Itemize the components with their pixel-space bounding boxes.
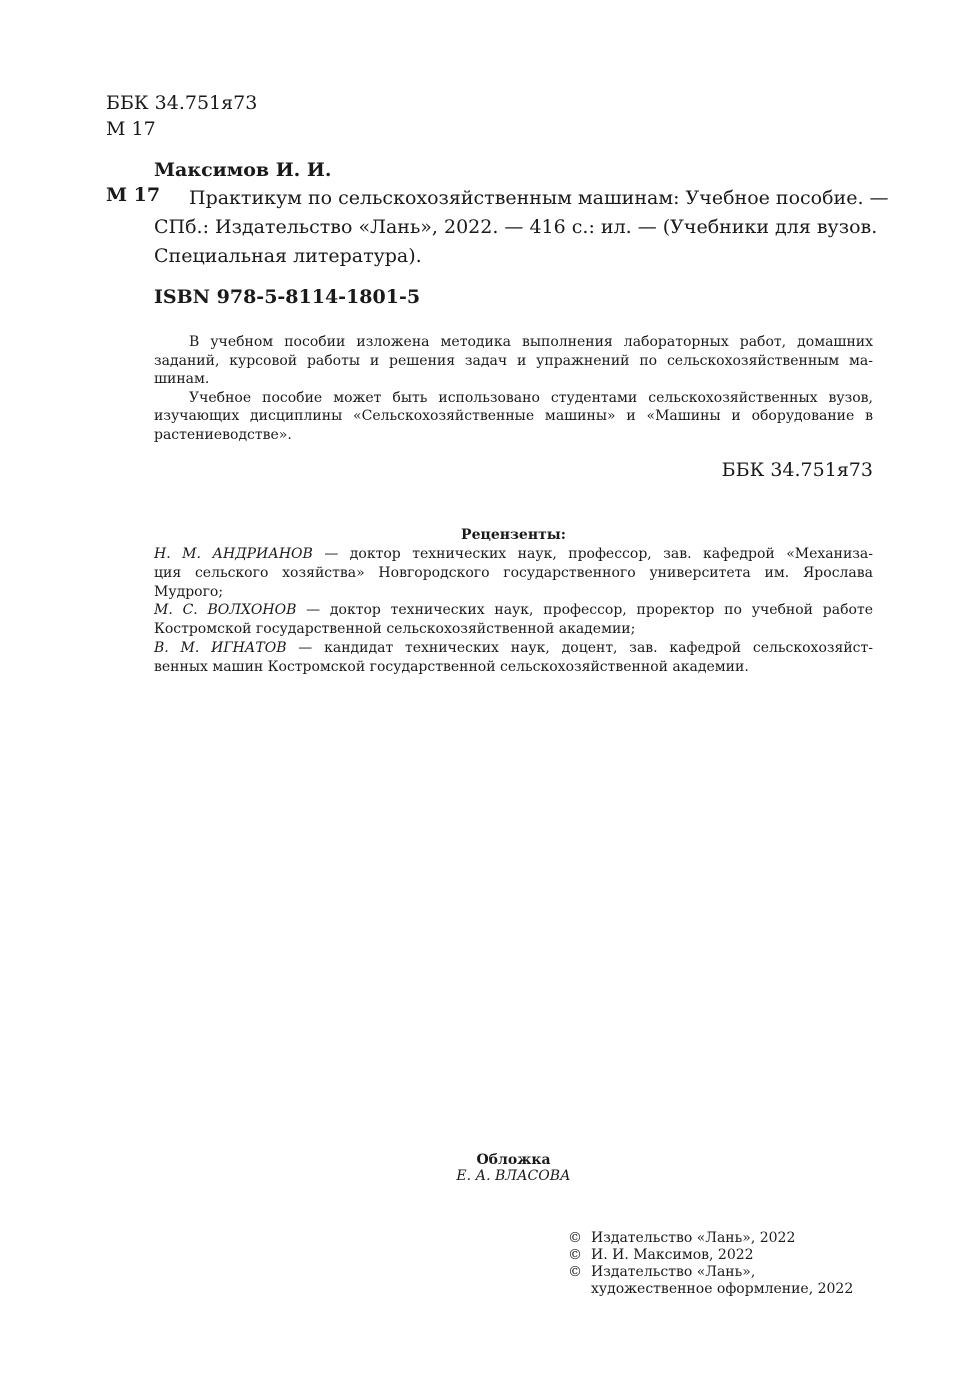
abstract-line: заданий, курсовой работы и решения задач и упражнений по сельскохозяйственным ма-	[154, 352, 873, 369]
reviewers-heading: Рецензенты:	[461, 527, 566, 543]
copyright-symbol: ©	[568, 1230, 582, 1246]
reviewer-description: — доктор технических наук, профессор, проректор по учебной работе	[296, 602, 873, 619]
abstract	[154, 333, 873, 444]
abstract-line: В учебном пособии изложена методика выполнения лабораторных работ, домашних	[189, 334, 873, 350]
citation-line: Практикум по сельскохозяйственным машинам: Учебное пособие. —	[189, 187, 889, 209]
copyright-symbol: ©	[568, 1247, 582, 1263]
copyright-line: художественное оформление, 2022	[591, 1281, 854, 1297]
reviewer-line: ция сельского хозяйства» Новгородского государственного университета им. Ярослава	[154, 564, 873, 581]
reviewers-list	[154, 545, 873, 677]
bibliographic-citation	[154, 184, 889, 271]
bbk-code: ББК 34.751я73	[106, 92, 258, 114]
reviewer-line	[154, 601, 873, 620]
citation-line: Специальная литература).	[154, 245, 422, 267]
copyright-line	[568, 1247, 878, 1264]
reviewer-line	[154, 639, 873, 658]
reviewer-line	[154, 545, 873, 564]
abstract-line: шинам.	[154, 371, 210, 387]
copyright-text: Издательство «Лань», 2022	[591, 1230, 796, 1246]
author-sign: М 17	[106, 118, 156, 140]
cover-heading: Обложка	[476, 1152, 551, 1168]
reviewer-line: венных машин Костромской государственной сельскохозяйственной академии.	[154, 658, 749, 675]
copyright-text: Издательство «Лань»,	[591, 1264, 756, 1280]
author-name: Максимов И. И.	[154, 159, 332, 181]
abstract-line: растениеводстве».	[154, 426, 292, 443]
reviewer-description: — доктор технических наук, профессор, зав. кафедрой «Механиза-	[312, 546, 873, 562]
author-sign-bold: М 17	[106, 184, 161, 206]
reviewer-name: М. С. ВОЛХОНОВ	[154, 602, 297, 619]
abstract-line: Учебное пособие может быть использовано студентами сельскохозяйственных вузов,	[189, 389, 873, 406]
copyright-text: И. И. Максимов, 2022	[591, 1247, 754, 1263]
reviewer-name: В. М. ИГНАТОВ	[154, 639, 287, 656]
copyright-symbol: ©	[568, 1264, 582, 1280]
copyright-line	[568, 1264, 878, 1281]
bbk-code-right: ББК 34.751я73	[721, 459, 873, 481]
reviewer-name: Н. М. АНДРИАНОВ	[154, 546, 313, 562]
isbn: ISBN 978-5-8114-1801-5	[154, 286, 421, 308]
reviewer-description: — кандидат технических наук, доцент, зав. кафедрой сельскохозяйст-	[286, 639, 873, 656]
reviewer-line: Мудрого;	[154, 583, 224, 600]
abstract-line: изучающих дисциплины «Сельскохозяйственные машины» и «Машины и оборудование в	[154, 408, 873, 424]
reviewer-line: Костромской государственной сельскохозяйственной академии;	[154, 621, 636, 638]
copyright-block	[568, 1230, 878, 1298]
citation-line: СПб.: Издательство «Лань», 2022. — 416 с.: ил. — (Учебники для вузов.	[154, 216, 878, 238]
copyright-line	[568, 1230, 878, 1247]
cover-artist: Е. А. ВЛАСОВА	[456, 1168, 571, 1184]
